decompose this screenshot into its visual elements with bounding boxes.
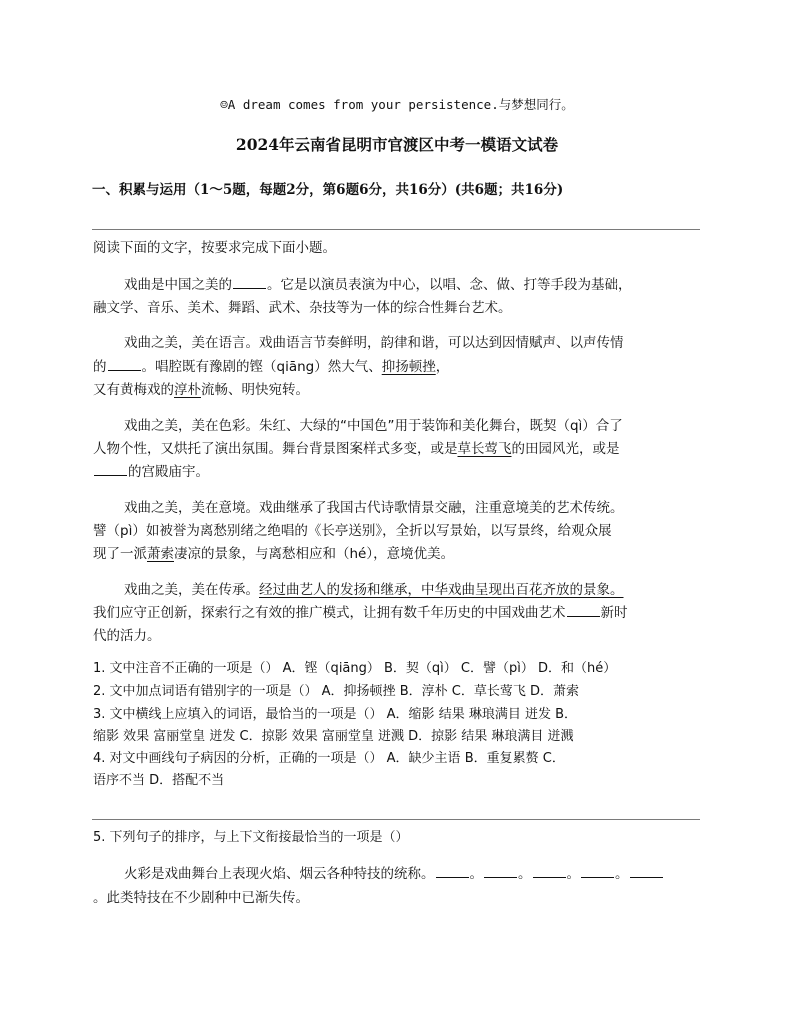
fill-blank	[484, 865, 517, 878]
fill-blank	[630, 865, 663, 878]
paragraph-2-line-2: 的 。唱腔既有豫剧的铿（qiāng）然大气、抑扬顿挫，	[93, 359, 450, 375]
fill-blank	[581, 865, 614, 878]
dotted-word: 抑扬顿挫	[381, 359, 436, 375]
fill-blank	[108, 358, 141, 371]
motto-header: ☺A dream comes from your persistence.与梦想同行。	[220, 97, 574, 112]
exam-title: 2024年云南省昆明市官渡区中考一模语文试卷	[235, 135, 559, 154]
paragraph-5-line-2: 我们应守正创新，探索行之有效的推广模式，让拥有数千年历史的中国戏曲艺术 新时	[93, 605, 628, 621]
underlined-sentence: 经过曲艺人的发扬和继承，中华戏曲呈现出百花齐放的景象。	[259, 582, 624, 598]
fill-blank	[436, 865, 469, 878]
fill-blank	[233, 276, 266, 289]
paragraph-4-line-1: 戏曲之美，美在意境。戏曲继承了我国古代诗歌情景交融，注重意境美的艺术传统。	[124, 500, 624, 516]
fill-blank	[533, 865, 566, 878]
question-4-options: 语序不当 D．搭配不当	[93, 773, 225, 788]
paragraph-3-line-1: 戏曲之美，美在色彩。朱红、大绿的“中国色”用于装饰和美化舞台，既契（qì）合了	[124, 418, 623, 434]
section-heading: 一、积累与运用（1～5题，每题2分，第6题6分，共16分）(共6题；共16分)	[92, 182, 564, 198]
dotted-word: 萧索	[147, 546, 174, 562]
question-5-stem: 5. 下列句子的排序，与上下文衔接最恰当的一项是（）	[93, 830, 409, 845]
question-1: 1. 文中注音不正确的一项是（） A．铿（qiāng） B．契（qì） C．譬（pì） D．和（hé）	[93, 661, 617, 676]
question-2: 2. 文中加点词语有错别字的一项是（） A．抑扬顿挫 B．淳朴 C．草长莺飞 D．萧索	[93, 684, 579, 699]
paragraph-2-line-3: 又有黄梅戏的淳朴流畅、明快宛转。	[93, 382, 309, 398]
dotted-word: 淳朴	[174, 382, 201, 398]
paragraph-1-line-1: 戏曲是中国之美的 。它是以演员表演为中心，以唱、念、做、打等手段为基础，	[124, 277, 632, 293]
fill-blank	[94, 463, 127, 476]
paragraph-4-line-2: 譬（pì）如被誉为离愁别绪之绝唱的《长亭送别》，全折以写景始，以写景终，给观众展	[93, 523, 612, 539]
question-3-options: 缩影 效果 富丽堂皇 迸发 C．掠影 效果 富丽堂皇 迸溅 D．掠影 结果 琳琅满目 迸溅	[93, 729, 574, 744]
question-5-passage-line-1: 火彩是戏曲舞台上表现火焰、烟云各种特技的统称。 。 。 。 。	[124, 862, 664, 882]
divider	[92, 229, 700, 230]
paragraph-4-line-3: 现了一派萧索凄凉的景象，与离愁相应和（hé），意境优美。	[93, 546, 455, 562]
fill-blank	[567, 604, 600, 617]
divider	[92, 819, 700, 820]
reading-intro: 阅读下面的文字，按要求完成下面小题。	[93, 240, 336, 256]
paragraph-2-line-1: 戏曲之美，美在语言。戏曲语言节奏鲜明，韵律和谐，可以达到因情赋声、以声传情	[124, 335, 624, 351]
question-5-passage-line-2: 。此类特技在不少剧种中已渐失传。	[93, 890, 309, 906]
question-4: 4. 对文中画线句子病因的分析，正确的一项是（） A．缺少主语 B．重复累赘 C．	[93, 751, 565, 766]
paragraph-1-line-2: 融文学、音乐、美术、舞蹈、武术、杂技等为一体的综合性舞台艺术。	[93, 300, 512, 316]
paragraph-5-line-3: 代的活力。	[93, 628, 161, 644]
question-3: 3. 文中横线上应填入的词语，最恰当的一项是（） A．缩影 结果 琳琅满目 迸发 B．	[93, 707, 578, 722]
paragraph-3-line-2: 人物个性，又烘托了演出氛围。舞台背景图案样式多变，或是草长莺飞的田园风光，或是	[93, 441, 620, 457]
paragraph-3-line-3: 的宫殿庙宇。	[93, 460, 209, 480]
dotted-word: 草长莺飞	[457, 441, 512, 457]
paragraph-5-line-1: 戏曲之美，美在传承。经过曲艺人的发扬和继承，中华戏曲呈现出百花齐放的景象。	[124, 582, 624, 598]
